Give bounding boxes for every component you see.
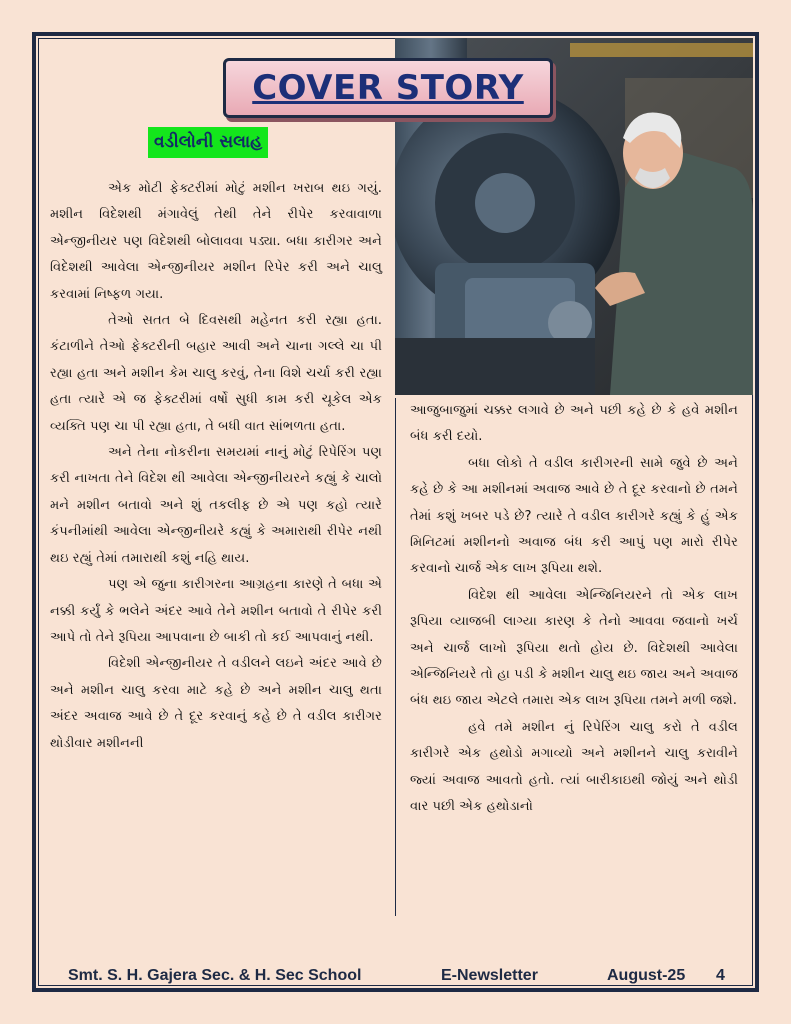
paragraph: વિદેશી એન્જીનીયર તે વડીલને લઇને અંદર આવે છે અને મશીન ચાલુ કરવા માટે કહે છે અને મશીન ચાલુ થતા અંદર અવાજ આવે છે તે દૂર કરવાનું કહે છે તે વડીલ કારીગર થોડીવાર મશીનની: [50, 656, 382, 751]
paragraph: હવે તમે મશીન નું રિપેરિંગ ચાલુ કરો તે વડીલ કારીગરે એક હથોડો મગાવ્યો અને મશીનને ચાલુ કરાવીને જ્યાં અવાજ આવતો હતો. ત્યાં બારીકાઇથી જોયું અને થોડી વાર પછી એક હથોડાનો: [410, 719, 738, 815]
article-heading: વડીલોની સલાહ: [148, 127, 268, 158]
page-title: COVER STORY: [252, 68, 524, 108]
paragraph: આજુબાજુમાં ચક્કર લગાવે છે અને પછી કહે છે કે હવે મશીન બંધ કરી દયો.: [410, 403, 738, 445]
paragraph: એક મોટી ફેક્ટરીમાં મોટું મશીન ખરાબ થઇ ગયું. મશીન વિદેશથી મંગાવેલું તેથી તેને રીપેર કરવાવાળા એન્જીનીયર પણ વિદેશથી બોલાવવા પડ્યા. બધા કારીગર અને વિદેશથી આવેલા એન્જીનીયર મશીન રિપેર કરી અને ચાલુ કરવામાં નિષ્ફળ ગયા.: [50, 181, 382, 302]
paragraph: બધા લોકો તે વડીલ કારીગરની સામે જુવે છે અને કહે છે કે આ મશીનમાં અવાજ આવે છે તે દૂર કરવાનો છે તમને તેમાં કશું ખબર પડે છે? ત્યારે તે વડીલ કારીગરે કહ્યું કે હું એક મિનિટમાં મશીનનો અવાજ બંધ કરી આપું પણ મારો રીપેર કરવાનો ચાર્જ એક લાખ રૂપિયા થશે.: [410, 455, 738, 577]
cover-story-banner: [223, 58, 553, 118]
paragraph: અને તેના નોકરીના સમયમાં નાનું મોટું રિપેરિંગ પણ કરી નાખતા તેને વિદેશ થી આવેલા એન્જીનીયરને કહ્યું કે ચાલો મને મશીન બતાવો અને શું તકલીફ છે એ પણ કહો ત્યારે કંપનીમાંથી આવેલા એન્જીનીયરે કહ્યું કે અમારાથી રીપેર નથી થઇ રહ્યું તેમાં તમારાથી કશું નહિ થાય.: [50, 445, 382, 566]
article-left-column: [50, 176, 382, 757]
footer-page-number: 4: [716, 967, 725, 984]
paragraph: તેઓ સતત બે દિવસથી મહેનત કરી રહ્યા હતા. કંટાળીને તેઓ ફેક્ટરીની બહાર આવી અને ચાના ગલ્લે ચા પી રહ્યા હતા અને મશીન કેમ ચાલુ કરવું, તેના વિશે ચર્ચા કરી રહ્યા હતા ત્યારે એ જ ફેક્ટરીમાં વર્ષો સુધી કામ કરી ચૂકેલ એક વ્યક્તિ પણ ચા પી રહ્યા હતા, તે બધી વાત સાંભળતા હતા.: [50, 313, 382, 434]
footer-school-name: Smt. S. H. Gajera Sec. & H. Sec School: [68, 967, 362, 984]
column-divider: [395, 398, 396, 916]
paragraph: વિદેશ થી આવેલા એન્જિનિયરને તો એક લાખ રૂપિયા વ્યાજબી લાગ્યા કારણ કે તેનો આવવા જવાનો ખર્ચ અને ચાર્જ લાખો રૂપિયા થતો હોય છે. વિદેશથી આવેલા એન્જિનિયરે તો હા પડી કે મશીન ચાલુ થઇ જાય અને અવાજ બંધ થઇ જાય એટલે તમારા એક લાખ રૂપિયા તમને મળી જશે.: [410, 587, 738, 709]
article-right-column: [410, 398, 738, 821]
footer-newsletter-label: E-Newsletter: [441, 967, 538, 984]
footer-issue-month: August-25: [607, 967, 686, 984]
paragraph: પણ એ જુના કારીગરના આગ્રહના કારણે તે બધા એ નક્કી કર્યું કે ભલેને અંદર આવે તેને મશીન બતાવો તે રીપેર કરી આપે તો તેને રૂપિયા આપવાના છે બાકી તો કઈ આપવાનું નથી.: [50, 577, 382, 645]
